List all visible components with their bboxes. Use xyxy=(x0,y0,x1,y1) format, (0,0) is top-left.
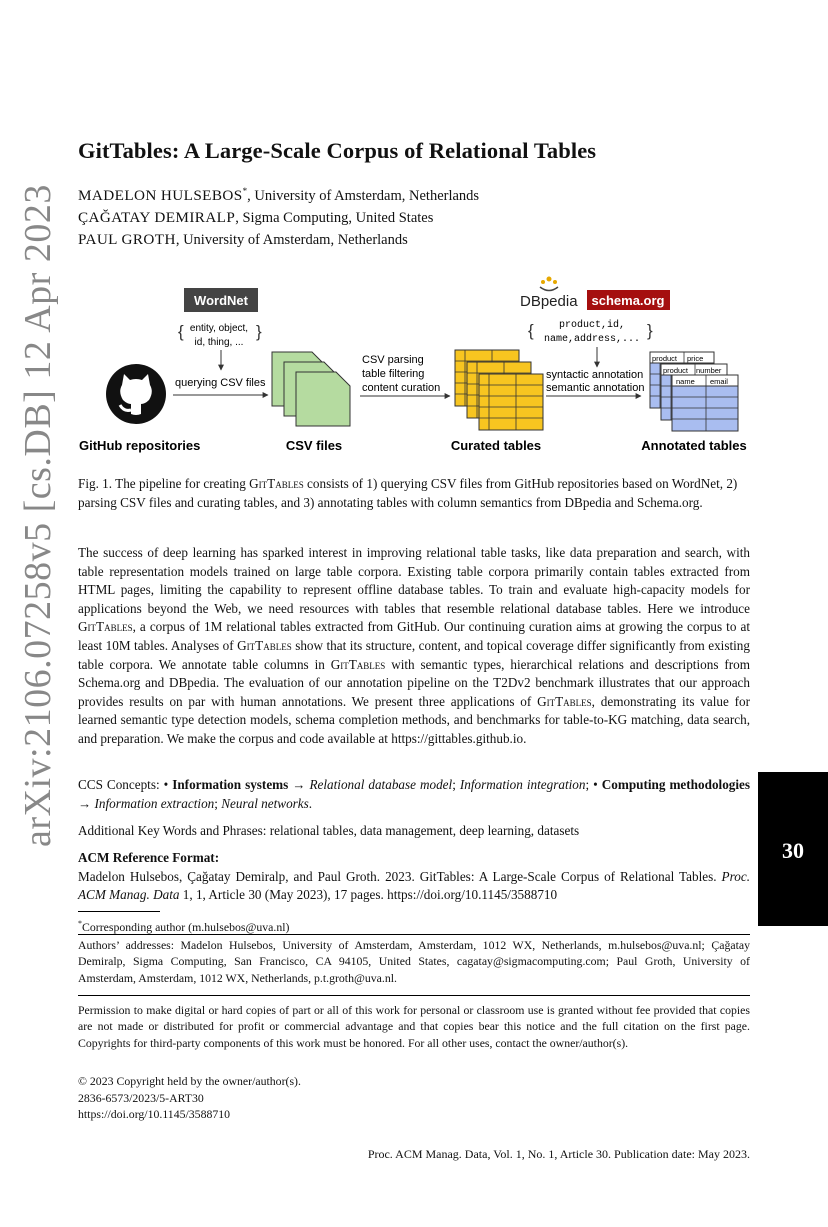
ccs-bold: Information systems xyxy=(172,777,289,792)
parse-line3: content curation xyxy=(362,382,441,394)
ccs-italic: Neural networks xyxy=(221,795,309,811)
ccs-text: ; • xyxy=(585,777,602,792)
ccs-text: → xyxy=(78,795,95,811)
caption-text: consists of 1) querying CSV files from GitHub repositories based on WordNet, 2) parsing CSV files and curating tables, and 3) annotating tables with column semantics from DBpedia and Schema.org. xyxy=(78,476,738,510)
acm-ref-text: 1, 1, Article 30 (May 2023), 17 pages. https://doi.org/10.1145/3588710 xyxy=(179,887,558,903)
caption-text: The pipeline for creating xyxy=(115,476,250,491)
page-footer: Proc. ACM Manag. Data, Vol. 1, No. 1, Article 30. Publication date: May 2023. xyxy=(367,1147,750,1161)
copyright-line: © 2023 Copyright held by the owner/author(s). xyxy=(78,1074,301,1088)
abstract-text: , a corpus of 1M relational tables extracted from GitHub. Our continuing curation aims at growing the corpus to at least 10M tables. Analyses of xyxy=(78,619,750,653)
author-line xyxy=(78,186,479,205)
ccs-concepts xyxy=(78,776,750,813)
header-name: name xyxy=(676,377,695,386)
csv-files-icon xyxy=(272,352,350,426)
author-name: PAUL GROTH xyxy=(78,231,176,248)
gittables-name: GitTables xyxy=(330,656,386,672)
github-logo-icon xyxy=(106,364,166,424)
left-brace: { xyxy=(528,321,534,340)
abstract xyxy=(78,544,750,749)
acm-ref-heading: ACM Reference Format: xyxy=(78,850,220,865)
acm-ref-text: Madelon Hulsebos, Çağatay Demiralp, and Paul Groth. 2023. GitTables: A Large-Scale Corpus of Relational Tables. xyxy=(78,868,722,884)
header-product: product xyxy=(663,366,689,375)
acm-ref-venue: Proc. ACM Manag. Data xyxy=(78,868,750,903)
footnote-mark: * xyxy=(78,919,82,928)
ccs-text: CCS Concepts: • xyxy=(78,777,173,792)
permission-rule xyxy=(78,995,750,996)
annotated-tables-icon xyxy=(650,352,738,431)
abstract-text: , demonstrating its value for learned semantic type detection models, schema completion methods, and benchmarks for table-to-KG matching, data search, and preparation. We make the corpus and code available at https://gittables.github.io. xyxy=(78,693,750,746)
curated-tables-icon xyxy=(455,350,543,430)
paper-title: GitTables: A Large-Scale Corpus of Relational Tables xyxy=(78,138,597,163)
header-number: number xyxy=(696,366,722,375)
author-affiliation: , University of Amsterdam, Netherlands xyxy=(247,187,480,204)
pipeline-figure xyxy=(70,262,760,462)
annot-line2: semantic annotation xyxy=(546,382,645,394)
author-name: MADELON HULSEBOS xyxy=(78,186,243,204)
ccs-bold: Computing methodologies xyxy=(601,777,751,792)
author-line xyxy=(78,209,433,227)
ccs-text: → xyxy=(288,777,310,792)
author-name: ÇAĞATAY DEMIRALP xyxy=(78,209,236,226)
gittables-name: GitTables xyxy=(237,637,292,653)
ccs-italic: Information integration xyxy=(459,777,586,792)
parse-line1: CSV parsing xyxy=(362,354,424,366)
arxiv-stamp: arXiv:2106.07258v5 [cs.DB] 12 Apr 2023 xyxy=(17,184,59,847)
curated-label: Curated tables xyxy=(450,438,542,453)
abstract-text: show that its structure, content, and topical coverage differ significantly from existing table corpora. We annotate table columns in xyxy=(78,637,750,672)
schema-label: schema.org xyxy=(591,293,665,308)
author-line xyxy=(78,231,408,249)
author-mark: * xyxy=(242,186,248,196)
address-rule xyxy=(78,934,750,935)
author-affiliation: , University of Amsterdam, Netherlands xyxy=(175,232,408,248)
gittables-name: GitTables xyxy=(249,476,304,491)
footnote-text: Corresponding author (m.hulsebos@uva.nl) xyxy=(82,919,290,934)
article-number: 30 xyxy=(782,838,804,863)
parse-line2: table filtering xyxy=(362,368,425,380)
doi-line: https://doi.org/10.1145/3588710 xyxy=(78,1107,231,1121)
footnote-rule xyxy=(78,911,160,912)
caption-label: Fig. 1. xyxy=(78,476,113,491)
ccs-italic: Information extraction xyxy=(94,795,215,811)
acm-reference xyxy=(78,849,750,905)
figure-caption xyxy=(78,474,750,512)
schema-terms-line1: product,id, xyxy=(558,320,626,331)
header-email: email xyxy=(710,377,728,386)
gittables-name: GitTables xyxy=(78,619,133,635)
ccs-italic: Relational database model xyxy=(309,777,453,792)
ccs-text: ; xyxy=(452,777,460,792)
abstract-text: with semantic types, hierarchical relations and descriptions from Schema.org and DBpedia. The evaluation of our annotation pipeline on the T2Dv2 benchmark illustrates that our approach provides results on par with human annotations. We present three applications of xyxy=(78,656,750,709)
abstract-text: The success of deep learning has sparked interest in improving relational table tasks, like data preparation and search, with table representation models trained on large table corpora. Existing table corpora primarily contain tables extracted from HTML pages, limiting the capability to represent offline database tables. To train and evaluate high-capacity models for applications beyond the Web, we need resources with tables that resemble relational database tables. Here we introduce xyxy=(78,545,750,616)
github-label: GitHub repositories xyxy=(79,438,201,453)
issn-line: 2836-6573/2023/5-ART30 xyxy=(78,1091,204,1105)
gittables-name: GitTables xyxy=(537,693,592,709)
header-price: price xyxy=(687,354,704,363)
dbpedia-logo-icon xyxy=(540,277,558,291)
annotated-label: Annotated tables xyxy=(641,438,747,453)
left-brace: { xyxy=(178,322,184,341)
keywords: Additional Key Words and Phrases: relational tables, data management, deep learning, datasets xyxy=(78,823,580,838)
ccs-text: . xyxy=(308,795,313,811)
csv-label: CSV files xyxy=(285,438,343,453)
query-label: querying CSV files xyxy=(175,377,266,389)
corresponding-note xyxy=(78,916,750,935)
right-brace: } xyxy=(256,322,262,341)
annot-line1: syntactic annotation xyxy=(546,369,644,381)
schema-terms-line2: name,address,... xyxy=(543,334,641,345)
permission-notice: Permission to make digital or hard copies of part or all of this work for personal or classroom use is granted without fee provided that copies are not made or distributed for profit or commercial advantage and that copies bear this notice and the full citation on the first page. Copyrights for third-party components of this work must be honored. For all other uses, contact the owner/author(s). xyxy=(78,1003,750,1050)
wordnet-label: WordNet xyxy=(194,293,248,308)
header-product: product xyxy=(652,354,678,363)
right-brace: } xyxy=(647,321,653,340)
wordnet-terms-line2: id, thing, ... xyxy=(194,337,244,348)
wordnet-terms-line1: entity, object, xyxy=(189,323,249,334)
dbpedia-label: DBpedia xyxy=(520,293,578,310)
ccs-text: ; xyxy=(214,795,222,811)
author-addresses: Authors’ addresses: Madelon Hulsebos, University of Amsterdam, Amsterdam, 1012 WX, Netherlands, m.hulsebos@uva.nl; Çağatay Demiralp, Sigma Computing, San Francisco, CA 94105, United States, cagatay@sigmacomputing.com; Paul Groth, University of Amsterdam, Amsterdam, 1012 WX, Netherlands, p.t.groth@uva.nl. xyxy=(78,938,750,985)
author-affiliation: , Sigma Computing, United States xyxy=(235,210,434,226)
